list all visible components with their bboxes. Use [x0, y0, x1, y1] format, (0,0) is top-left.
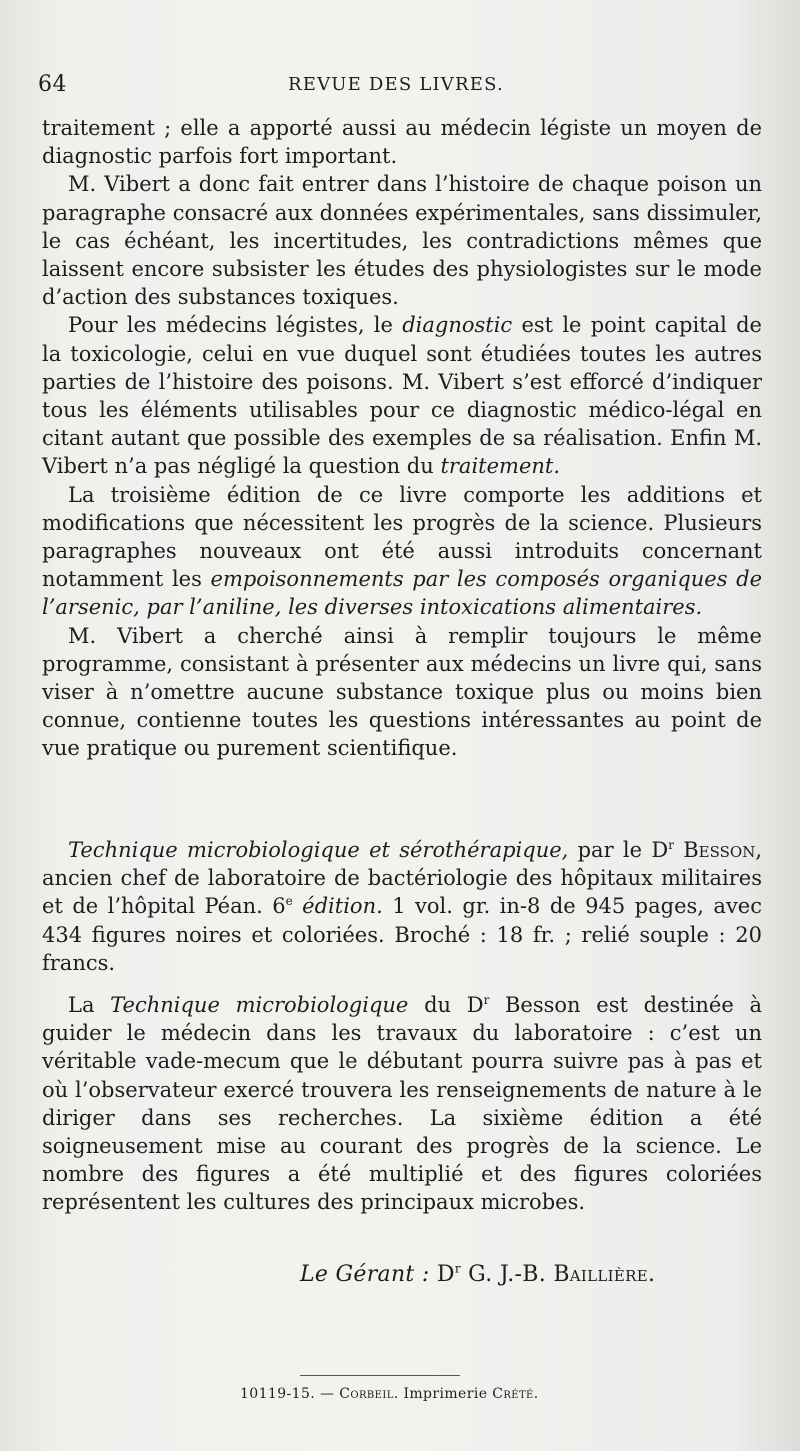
signature-line: Le Gérant : $D^r$ G. J.-B. Baillière.	[300, 1261, 656, 1287]
review-text-top	[42, 114, 762, 763]
paragraph-third-edition: La troisième édition de ce livre comporte les additions et modifications que nécessitent les progrès de la science. Plusieurs paragraphes nouveaux ont été aussi introduits concernant notamment les empoisonnements par les composés organiques de l’arsenic, par l’aniline, les diverses intoxications alimentaires.	[42, 482, 762, 620]
paragraph-besson-review: La Technique microbiologique du $D^r$ Besson est destinée à guider le médecin dans les travaux du laboratoire : c’est un véritable vade-mecum que le débutant pourra suivre pas à pas et où l’observateur exercé trouvera les renseignements de nature à le diriger dans ses recherches. La sixième édition a été soigneusement mise au courant des progrès de la science. Le nombre des figures a été multiplié et des figures coloriées représentent les cultures des principaux microbes.	[42, 993, 762, 1215]
paragraph-diagnostic: Pour les médecins légistes, le diagnostic est le point capital de la toxicologie, celui en vue duquel sont étudiées toutes les autres parties de l’histoire des poisons. M. Vibert s’est efforcé d’indiquer tous les éléments utilisables pour ce diagnostic médico-légal en citant autant que possible des exemples de sa réalisation. Enfin M. Vibert n’a pas négligé la question du traitement.	[42, 313, 762, 479]
footer-rule	[300, 1375, 460, 1376]
printer-imprint: 10119-15. — Corbeil. Imprimerie Crété.	[240, 1386, 539, 1402]
running-head	[38, 70, 770, 104]
paragraph-programme: M. Vibert a cherché ainsi à remplir toujours le même programme, consistant à présenter aux médecins un livre qui, sans viser à n’omettre aucune substance toxique plus ou moins bien connue, contienne toutes les questions intéressantes au point de vue pratique ou purement scientifique.	[42, 623, 762, 761]
paragraph-experimental: M. Vibert a donc fait entrer dans l’histoire de chaque poison un paragraphe consacré aux données expérimentales, sans dissimuler, le cas échéant, les incertitudes, les contradictions mêmes que laissent encore subsister les études des physiologistes sur le mode d’action des substances toxiques.	[42, 172, 762, 310]
review-text-bottom	[42, 836, 762, 1217]
running-title: REVUE DES LIVRES.	[288, 74, 504, 95]
book-entry: Technique microbiologique et sérothérapique, par le $D^r$ Besson, ancien chef de laboratoire de bactériologie des hôpitaux militaires et de l’hôpital Péan. 6e édition. 1 vol. gr. in-8 de 945 pages, avec 434 figures noires et coloriées. Broché : 18 fr. ; relié souple : 20 francs.	[42, 838, 762, 975]
page-number: 64	[38, 72, 67, 97]
paragraph-continuation: traitement ; elle a apporté aussi au médecin légiste un moyen de diagnostic parfois fort important.	[42, 116, 762, 169]
